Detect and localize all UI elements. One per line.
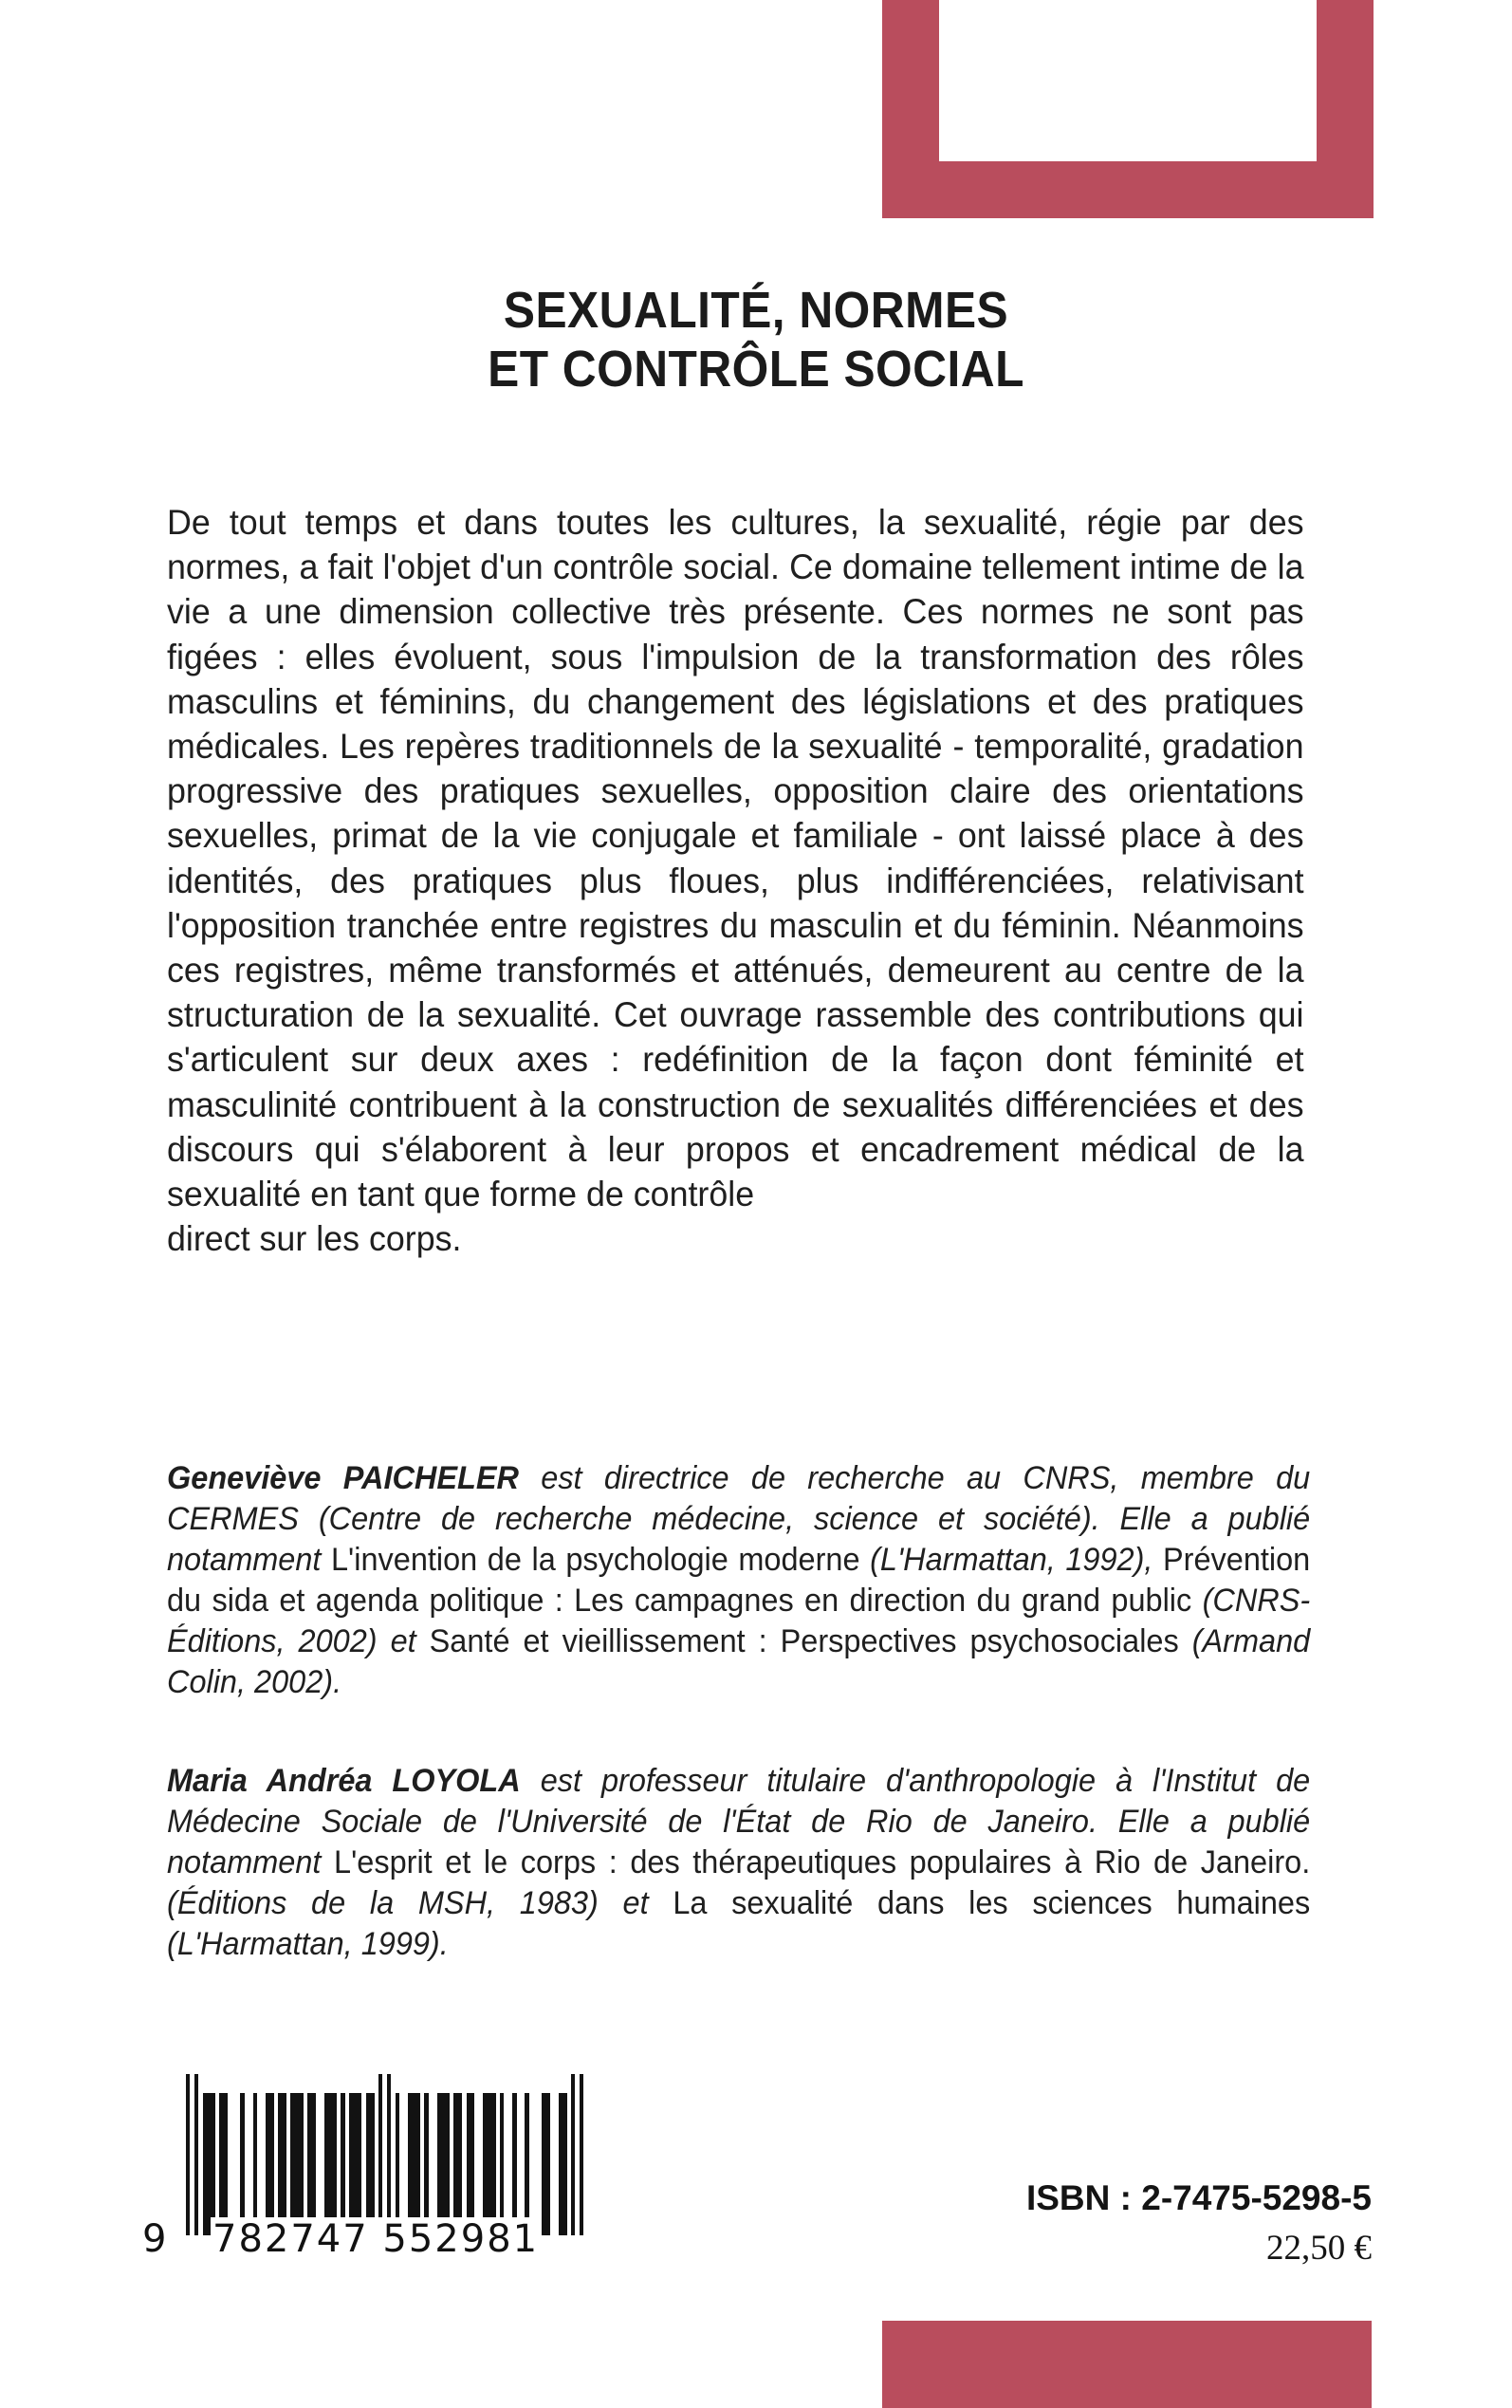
barcode-bar	[559, 2093, 567, 2235]
barcode-bar	[429, 2093, 437, 2235]
barcode-lead-digit: 9	[142, 2217, 169, 2261]
author-name-loyola: Maria Andréa LOYOLA	[167, 1763, 521, 1799]
blurb-last-line: direct sur les corps.	[167, 1218, 462, 1259]
bio-segment: est directrice de recherche au CNRS, membre du CERMES (Centre de recherche médecine, science et société). Elle a publié notamment	[167, 1460, 1311, 1578]
ean13-barcode	[142, 2093, 584, 2261]
barcode-bar	[257, 2093, 266, 2235]
barcode-bar	[529, 2093, 542, 2235]
top-decorative-frame	[882, 0, 1374, 218]
barcode-bar	[517, 2093, 526, 2235]
barcode-bar	[219, 2093, 228, 2235]
top-decorative-frame-cutout	[939, 0, 1317, 161]
barcode-bar	[278, 2093, 286, 2235]
barcode-bar	[467, 2093, 475, 2235]
barcode-bar	[366, 2093, 375, 2235]
barcode-digits	[142, 2217, 584, 2261]
barcode-bar	[504, 2093, 512, 2235]
blurb-body: De tout temps et dans toutes les cultures, la sexualité, régie par des normes, a fait l'objet d'un contrôle social. Ce domaine tellement intime de la vie a une dimension collective très présente. Ces normes ne sont pas figées : elles évoluent, sous l'impulsion de la transformation des rôles masculins et féminins, du changement des législations et des pratiques médicales. Les repères traditionnels de la sexualité - temporalité, gradation progressive des pratiques sexuelles, opposition claire des orientations sexuelles, primat de la vie conjugale et familiale - ont laissé place à des identités, des pratiques plus floues, plus indifférenciées, relativisant l'opposition tranchée entre registres du masculin et du féminin. Néanmoins ces registres, même transformés et atténués, demeurent au centre de la structuration de la sexualité. Cet ouvrage rassemble des contributions qui s'articulent sur deux axes : redéfinition de la façon dont féminité et masculinité contribuent à la construction de sexualités différenciées et des discours qui s'élaborent à leur propos et encadrement médical de la sexualité en tant que forme de contrôle	[167, 502, 1304, 1214]
barcode-bar	[474, 2093, 483, 2235]
barcode-bar	[203, 2093, 215, 2235]
bio-segment: L'invention de la psychologie moderne	[331, 1542, 871, 1578]
barcode-bar	[542, 2093, 550, 2235]
barcode-bar	[399, 2093, 408, 2235]
barcode-bar	[437, 2093, 450, 2235]
barcode-bar	[307, 2093, 316, 2235]
bottom-decorative-band	[882, 2321, 1372, 2408]
isbn-price-block	[1026, 2178, 1372, 2269]
barcode-bar	[245, 2093, 253, 2235]
isbn-text: ISBN : 2-7475-5298-5	[1025, 2178, 1372, 2217]
barcode-bar	[453, 2093, 462, 2235]
barcode-bar	[349, 2093, 361, 2235]
bio-segment: (CNRS-Éditions, 2002) et	[167, 1583, 1311, 1659]
barcode-bar	[580, 2074, 583, 2235]
bio-segment: (Armand Colin, 2002).	[167, 1623, 1311, 1700]
back-cover-blurb	[167, 500, 1304, 1261]
bio-segment: La sexualité dans les sciences humaines	[673, 1885, 1311, 1921]
barcode-bar	[324, 2093, 337, 2235]
author-bio-loyola	[167, 1761, 1310, 1965]
barcode-main-digits: 782747 552981	[212, 2217, 540, 2261]
barcode-bar	[483, 2093, 495, 2235]
bio-segment: (L'Harmattan, 1992),	[870, 1542, 1163, 1578]
bio-segment: Prévention du sida et agenda politique : Les campagnes en direction du grand public	[167, 1542, 1311, 1619]
author-name-paicheler: Geneviève PAICHELER	[167, 1460, 519, 1496]
barcode-bar	[316, 2093, 324, 2235]
bio-segment: est professeur titulaire d'anthropologie à l'Institut de Médecine Sociale de l'Université de l'État de Rio de Janeiro. Elle a publié notamment	[167, 1763, 1311, 1880]
price-text: 22,50 €	[1266, 2229, 1372, 2268]
bio-segment: (Éditions de la MSH, 1983) et	[167, 1885, 673, 1921]
barcode-bar	[550, 2093, 559, 2235]
book-title-line-2: ET CONTRÔLE SOCIAL	[488, 341, 1024, 398]
barcode-bar	[266, 2093, 274, 2235]
bio-segment: (L'Harmattan, 1999).	[167, 1926, 449, 1962]
barcode-bar	[408, 2093, 420, 2235]
barcode-bars	[186, 2093, 584, 2235]
barcode-bar	[228, 2093, 240, 2235]
book-title	[0, 281, 1512, 398]
bio-segment: L'esprit et le corps : des thérapeutiques populaires à Rio de Janeiro.	[334, 1844, 1311, 1880]
author-bio-paicheler	[167, 1458, 1310, 1703]
book-title-line-1: SEXUALITÉ, NORMES	[503, 282, 1009, 339]
bio-segment: Santé et vieillissement : Perspectives psychosociales	[429, 1623, 1192, 1659]
barcode-bar	[290, 2093, 303, 2235]
